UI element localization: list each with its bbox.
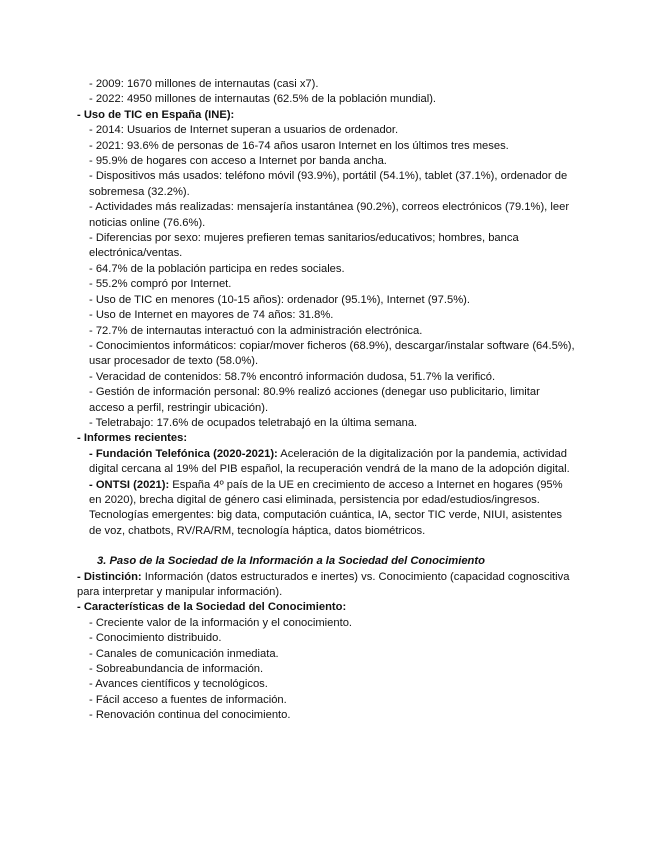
distincion-label: - Distinción: [77, 570, 142, 583]
list-item: - Diferencias por sexo: mujeres prefieren temas sanitarios/educativos; hombres, banca electrónica/ventas. [89, 232, 519, 260]
report-text: Aceleración de la digitalización por la pandemia, actividad digital cercana al 19% del PIB español, la recuperación vendrá de la mano de la adopción digital. [89, 447, 570, 476]
list-item: - Avances científicos y tecnológicos. [89, 678, 268, 691]
caracteristicas-heading: - Características de la Sociedad del Conocimiento: [77, 601, 347, 614]
list-item: - Conocimiento distribuido. [89, 632, 222, 645]
list-item: - Gestión de información personal: 80.9% realizó acciones (denegar uso publicitario, limitar acceso a perfil, restringir ubicación). [89, 386, 540, 414]
list-item: - 64.7% de la población participa en redes sociales. [89, 262, 345, 275]
list-item: - 95.9% de hogares con acceso a Internet por banda ancha. [89, 155, 387, 168]
informes-heading: - Informes recientes: [77, 432, 188, 445]
report-text: España 4º país de la UE en crecimiento de acceso a Internet en hogares (95% en 2020), brecha digital de género casi eliminada, persistencia por edad/estudios/ingresos. Tecnologías emergentes: big data, computación cuántica, IA, sector TIC verde, NIUI, asistentes de voz, chatbots, RV/RA/RM, tecnología háptica, datos biométricos. [89, 478, 563, 537]
list-item: - Sobreabundancia de información. [89, 663, 264, 676]
list-item: - Uso de TIC en menores (10-15 años): ordenador (95.1%), Internet (97.5%). [89, 293, 470, 306]
list-item: - Creciente valor de la información y el conocimiento. [89, 616, 353, 629]
list-item: - Fácil acceso a fuentes de información. [89, 693, 287, 706]
list-item: - 55.2% compró por Internet. [89, 278, 232, 291]
report-telefonica [77, 447, 577, 478]
report-label: - Fundación Telefónica (2020-2021): [89, 447, 278, 460]
list-item: - Conocimientos informáticos: copiar/mover ficheros (68.9%), descargar/instalar software (64.5%), usar procesador de texto (58.0%). [89, 339, 575, 368]
report-ontsi [77, 478, 577, 540]
list-item: - 2014: Usuarios de Internet superan a usuarios de ordenador. [89, 124, 399, 137]
list-item: - 2009: 1670 millones de internautas (casi x7). [89, 78, 319, 90]
document-body [77, 77, 577, 724]
list-item: - Canales de comunicación inmediata. [89, 647, 279, 660]
list-item: - Dispositivos más usados: teléfono móvil (93.9%), portátil (54.1%), tablet (37.1%), ordenador de sobremesa (32.2%). [89, 170, 568, 198]
report-label: - ONTSI (2021): [89, 478, 170, 491]
distincion-paragraph [77, 570, 577, 601]
list-item: - 2022: 4950 millones de internautas (62.5% de la población mundial). [89, 93, 437, 106]
list-item: - Veracidad de contenidos: 58.7% encontró información dudosa, 51.7% la verificó. [89, 370, 496, 383]
ine-heading: - Uso de TIC en España (INE): [77, 108, 235, 121]
list-item: - Renovación continua del conocimiento. [89, 709, 291, 722]
list-item: - Teletrabajo: 17.6% de ocupados teletrabajó en la última semana. [89, 416, 418, 429]
list-item: - Uso de Internet en mayores de 74 años: 31.8%. [89, 309, 334, 322]
distincion-text: Información (datos estructurados e inertes) vs. Conocimiento (capacidad cognoscitiva para interpretar y manipular información). [77, 570, 570, 598]
list-item: - Actividades más realizadas: mensajería instantánea (90.2%), correos electrónicos (79.1%), leer noticias online (76.6%). [89, 201, 570, 229]
list-item: - 72.7% de internautas interactuó con la administración electrónica. [89, 324, 423, 337]
list-item: - 2021: 93.6% de personas de 16-74 años usaron Internet en los últimos tres meses. [89, 139, 509, 152]
section-title: 3. Paso de la Sociedad de la Información a la Sociedad del Conocimiento [97, 555, 485, 568]
